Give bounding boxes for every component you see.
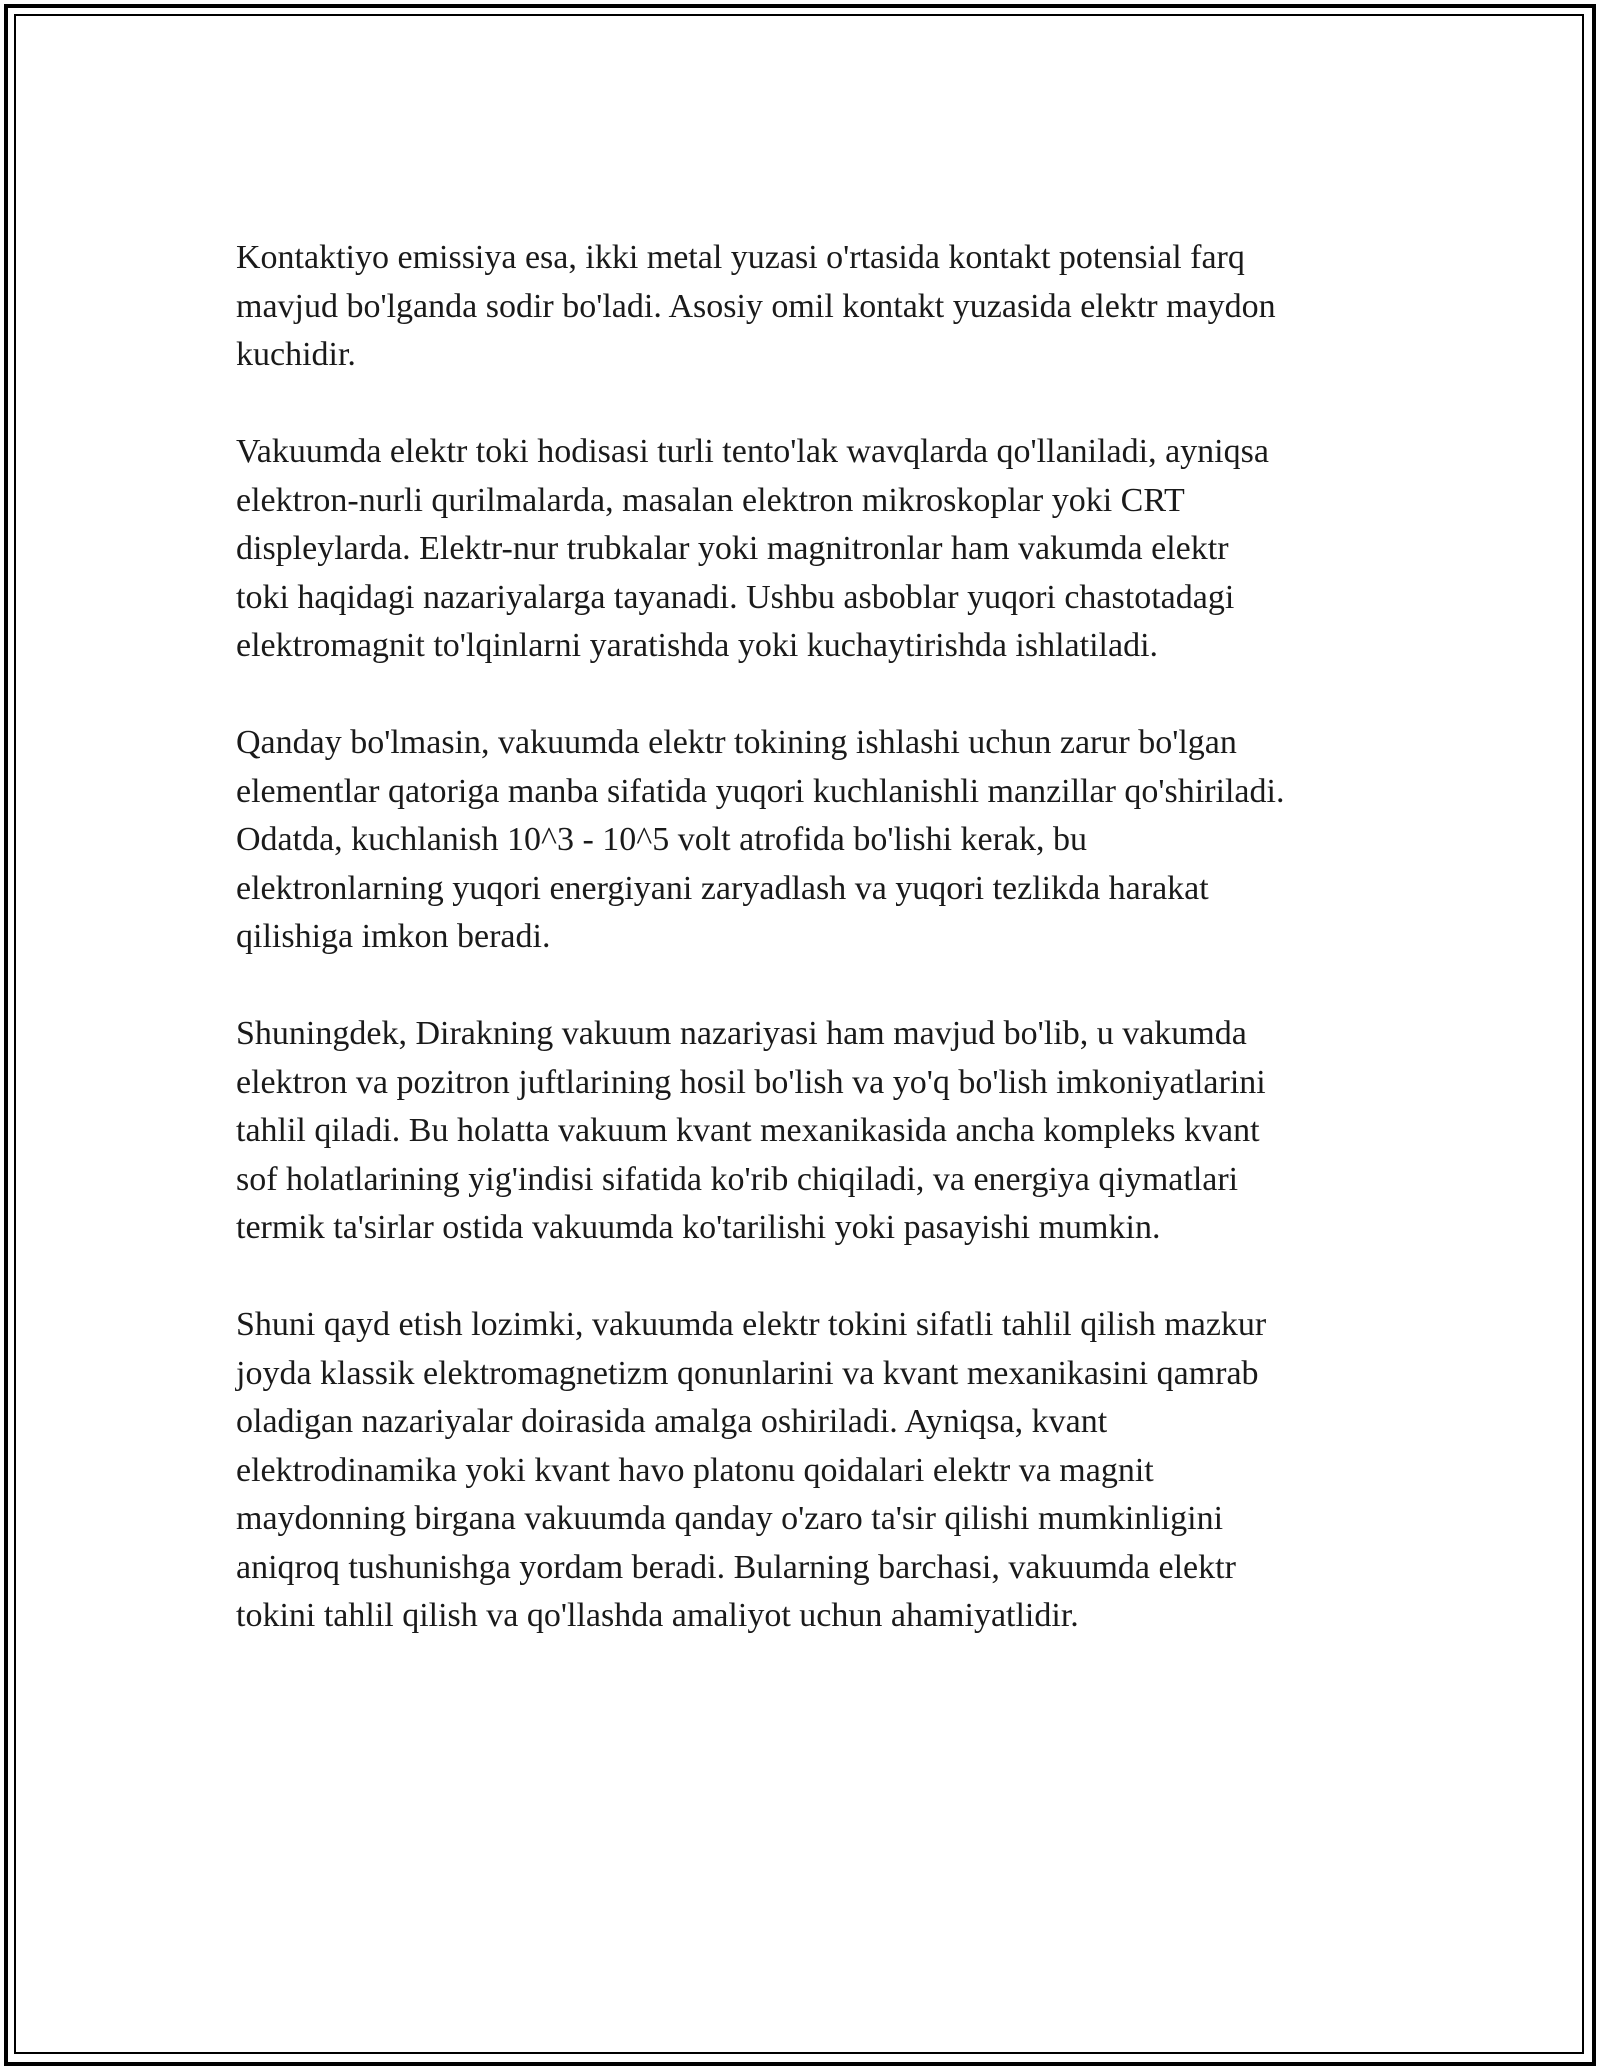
text-line: qilishiga imkon beradi. bbox=[236, 918, 551, 955]
text-line: elementlar qatoriga manba sifatida yuqori kuchlanishli manzillar qo'shiriladi. bbox=[236, 772, 1285, 810]
text-line: maydonning birgana vakuumda qanday o'zaro ta'sir qilishi mumkinligini bbox=[236, 1500, 1224, 1537]
text-line: elektromagnit to'lqinlarni yaratishda yoki kuchaytirishda ishlatiladi. bbox=[236, 627, 1159, 664]
text-line: joyda klassik elektromagnetizm qonunlarini va kvant mexanikasini qamrab bbox=[236, 1354, 1259, 1392]
text-line: Shuningdek, Dirakning vakuum nazariyasi ham mavjud bo'lib, u vakumda bbox=[236, 1015, 1247, 1052]
text-line: Kontaktiyo emissiya esa, ikki metal yuzasi o'rtasida kontakt potensial farq bbox=[236, 239, 1245, 276]
paragraph-dirac-vacuum-theory bbox=[236, 1010, 1376, 1253]
text-line: tahlil qiladi. Bu holatta vakuum kvant mexanikasida ancha kompleks kvant bbox=[236, 1112, 1260, 1149]
text-line: elektrodinamika yoki kvant havo platonu qoidalari elektr va magnit bbox=[236, 1451, 1154, 1489]
text-line: elektron va pozitron juftlarining hosil bo'lish va yo'q bo'lish imkoniyatlarini bbox=[236, 1063, 1266, 1101]
text-line: Odatda, kuchlanish 10^3 - 10^5 volt atrofida bo'lishi kerak, bu bbox=[236, 821, 1088, 858]
text-line: tokini tahlil qilish va qo'llashda amaliyot uchun ahamiyatlidir. bbox=[236, 1597, 1079, 1634]
text-line: kuchidir. bbox=[236, 336, 356, 373]
text-line: termik ta'sirlar ostida vakuumda ko'tarilishi yoki pasayishi mumkin. bbox=[236, 1209, 1161, 1246]
text-line: Vakuumda elektr toki hodisasi turli tento'lak wavqlarda qo'llaniladi, ayniqsa bbox=[236, 433, 1269, 470]
text-line: sof holatlarining yig'indisi sifatida ko'rib chiqiladi, va energiya qiymatlari bbox=[236, 1160, 1239, 1198]
paragraph-vacuum-current-applications bbox=[236, 428, 1376, 671]
text-line: toki haqidagi nazariyalarga tayanadi. Ushbu asboblar yuqori chastotadagi bbox=[236, 578, 1235, 616]
paragraph-conclusion bbox=[236, 1301, 1376, 1641]
text-line: oladigan nazariyalar doirasida amalga oshiriladi. Ayniqsa, kvant bbox=[236, 1403, 1108, 1440]
paragraph-contact-emission bbox=[236, 234, 1376, 380]
text-line: elektron-nurli qurilmalarda, masalan elektron mikroskoplar yoki CRT bbox=[236, 481, 1185, 519]
document-body bbox=[236, 234, 1376, 1689]
text-line: Qanday bo'lmasin, vakuumda elektr tokining ishlashi uchun zarur bo'lgan bbox=[236, 724, 1237, 761]
text-line: displeylarda. Elektr-nur trubkalar yoki magnitronlar ham vakumda elektr bbox=[236, 530, 1229, 567]
paragraph-high-voltage-sources bbox=[236, 719, 1376, 962]
text-line: aniqroq tushunishga yordam beradi. Bularning barchasi, vakuumda elektr bbox=[236, 1548, 1236, 1586]
text-line: mavjud bo'lganda sodir bo'ladi. Asosiy omil kontakt yuzasida elektr maydon bbox=[236, 287, 1276, 325]
text-line: elektronlarning yuqori energiyani zaryadlash va yuqori tezlikda harakat bbox=[236, 869, 1209, 907]
text-line: Shuni qayd etish lozimki, vakuumda elektr tokini sifatli tahlil qilish mazkur bbox=[236, 1306, 1267, 1343]
